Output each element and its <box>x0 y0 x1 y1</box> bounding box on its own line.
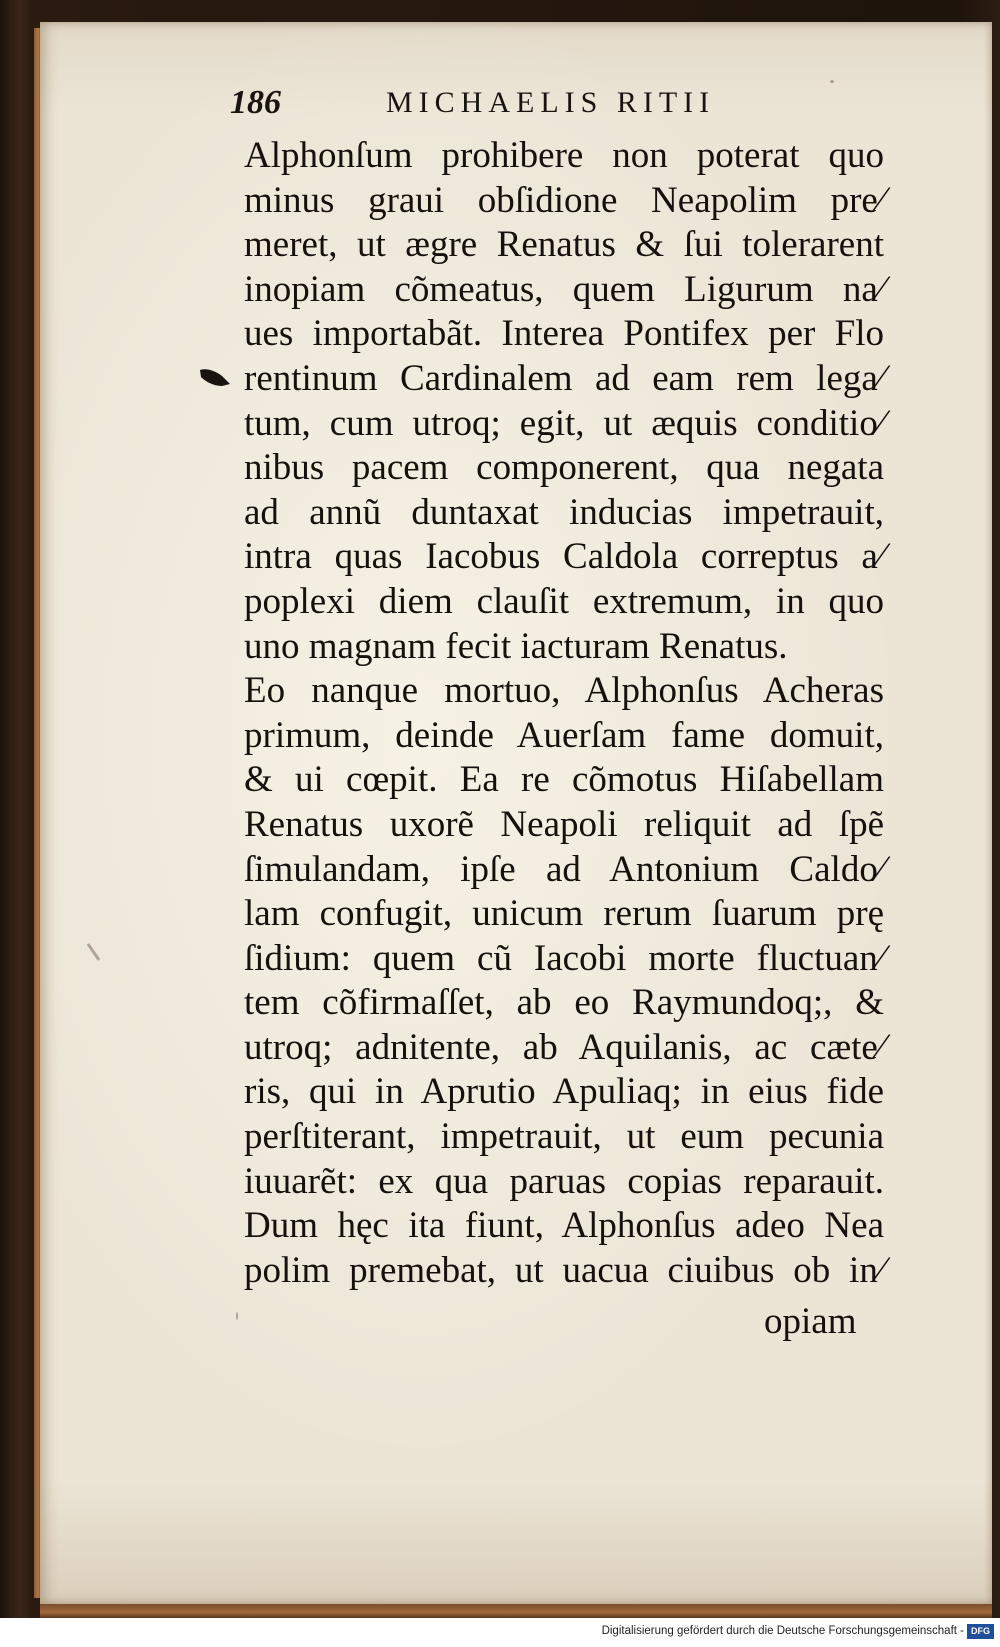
text-line: primum, deinde Auerſam fame domuit, <box>244 714 884 756</box>
text-line: minus graui obſidione Neapolim pre⁄ <box>244 179 884 221</box>
text-line: intra quas Iacobus Caldola correptus a⁄ <box>244 536 884 578</box>
dfg-logo: DFG <box>967 1624 994 1639</box>
text-line: Alphonſum prohibere non poterat quo <box>244 135 884 176</box>
paper-speck <box>830 80 834 83</box>
paper-speck <box>87 943 101 961</box>
text-line: ſimulandam, ipſe ad Antonium Caldo⁄ <box>244 848 884 890</box>
text-line: tum, cum utroq; egit, ut æquis conditio⁄ <box>244 402 884 444</box>
text-line: polim premebat, ut uacua ciuibus ob in⁄ <box>244 1249 884 1291</box>
body-text <box>244 134 884 1293</box>
text-line: ſidium: quem cũ Iacobi morte fluctuan⁄ <box>244 937 884 979</box>
text-line: perſtiterant, impetrauit, ut eum pecunia <box>244 1116 884 1158</box>
text-line: ad annũ duntaxat inducias impetrauit, <box>244 491 884 533</box>
text-line: utroq; adnitente, ab Aquilanis, ac cæte⁄ <box>244 1026 884 1068</box>
catchword: opiam <box>764 1301 857 1342</box>
text-line: ues importabãt. Interea Pontifex per Flo <box>244 313 884 355</box>
funding-credit: Digitalisierung gefördert durch die Deutsche Forschungsgemeinschaft - <box>601 1625 964 1637</box>
text-line: inopiam cõmeatus, quem Ligurum na⁄ <box>244 268 884 310</box>
text-line: meret, ut ægre Renatus & ſui tolerarent <box>244 224 884 266</box>
footer-bar <box>0 1618 1000 1647</box>
text-line: rentinum Cardinalem ad eam rem lega⁄ <box>244 357 884 399</box>
text-line: ris, qui in Aprutio Apuliaq; in eius fide <box>244 1071 884 1113</box>
page-header <box>230 84 830 132</box>
text-line: Renatus uxorẽ Neapoli reliquit ad ſpẽ <box>244 803 884 845</box>
text-line: & ui cœpit. Ea re cõmotus Hiſabellam <box>244 759 884 801</box>
text-line: Eo nanque mortuo, Alphonſus Acheras <box>244 670 884 712</box>
text-line: tem cõfirmaſſet, ab eo Raymundoq;, & <box>244 982 884 1024</box>
text-line: iuuarẽt: ex qua paruas copias reparauit. <box>244 1160 884 1202</box>
page-bottom-edge <box>40 1604 992 1618</box>
manicule-icon <box>198 366 232 388</box>
text-line: lam confugit, unicum rerum ſuarum prę <box>244 893 884 935</box>
text-line: uno magnam fecit iacturam Renatus. <box>244 625 788 667</box>
running-head: MICHAELIS RITII <box>386 86 716 119</box>
text-line: poplexi diem clauſit extremum, in quo <box>244 580 884 622</box>
folio-number: 186 <box>230 84 281 121</box>
paper-speck <box>236 1312 238 1320</box>
text-line: Dum hęc ita fiunt, Alphonſus adeo Nea <box>244 1205 884 1247</box>
text-line: nibus pacem componerent, qua negata <box>244 447 884 489</box>
